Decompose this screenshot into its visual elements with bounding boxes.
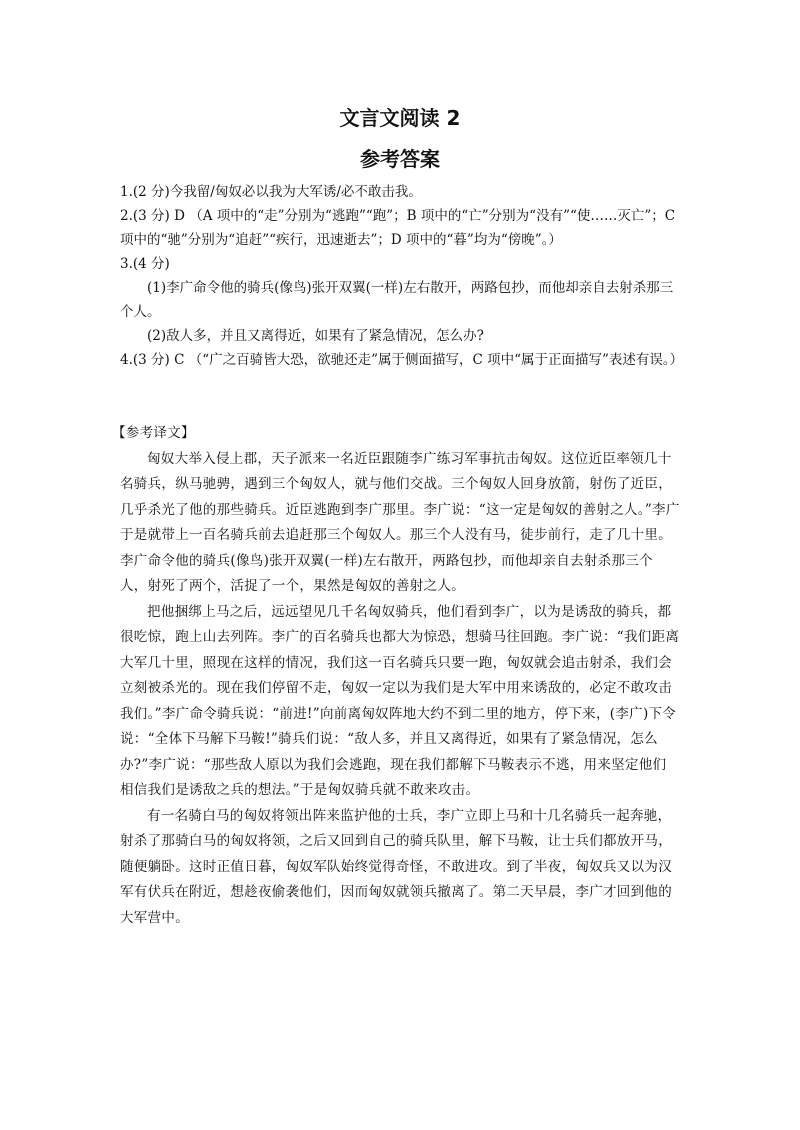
- answer-list: [120, 180, 684, 372]
- translation-paragraph-2: 把他捆绑上马之后，远远望见几千名匈奴骑兵，他们看到李广，以为是诱敌的骑兵，都很吃惊，跑上山去列阵。李广的百名骑兵也都大为惊恐，想骑马往回跑。李广说：“我们距离大军几十里，照现在这样的情况，我们这一百名骑兵只要一跑，匈奴就会追击射杀，我们会立刻被杀光的。现在我们停留不走，匈奴一定以为我们是大军中用来诱敌的，必定不敢攻击我们。”李广命令骑兵说：“前进!”向前离匈奴阵地大约不到二里的地方，停下来，(李广)下令说：“全体下马解下马鞍!”骑兵们说：“敌人多，并且又离得近，如果有了紧急情况，怎么办?”李广说：“那些敌人原以为我们会逃跑，现在我们都解下马鞍表示不逃，用来坚定他们相信我们是诱敌之兵的想法。”于是匈奴骑兵就不敢来攻击。: [120, 603, 680, 798]
- reference-translation: [112, 421, 680, 931]
- page-title: 文言文阅读 2: [339, 106, 461, 130]
- answer-3-header: 3.(4 分): [120, 256, 170, 272]
- answer-key-heading: 参考答案: [360, 147, 440, 171]
- translation-heading: 【参考译文】: [112, 425, 195, 441]
- translation-paragraph-3: 有一名骑白马的匈奴将领出阵来监护他的士兵，李广立即上马和十几名骑兵一起奔驰，射杀了那骑白马的匈奴将领，之后又回到自己的骑兵队里，解下马鞍，让士兵们都放开马，随便躺卧。这时正值日暮，匈奴军队始终觉得奇怪，不敢进攻。到了半夜，匈奴兵又以为汉军有伏兵在附近，想趁夜偷袭他们，因而匈奴就领兵撤离了。第二天早晨，李广才回到他的大军营中。: [120, 807, 672, 926]
- answer-3-part-2: (2)敌人多，并且又离得近，如果有了紧急情况，怎么办?: [147, 328, 484, 344]
- translation-paragraph-1: 匈奴大举入侵上郡，天子派来一名近臣跟随李广练习军事抗击匈奴。这位近臣率领几十名骑兵，纵马驰骋，遇到三个匈奴人，就与他们交战。三个匈奴人回身放箭，射伤了近臣，几乎杀光了他的那些骑兵。近臣逃跑到李广那里。李广说：“这一定是匈奴的善射之人。”李广于是就带上一百名骑兵前去追赶那三个匈奴人。那三个人没有马，徒步前行，走了几十里。李广命令他的骑兵(像鸟)张开双翼(一样)左右散开，两路包抄，而他却亲自去射杀那三个人，射死了两个，活捉了一个，果然是匈奴的善射之人。: [120, 450, 680, 594]
- answer-2: 2.(3 分) D （A 项中的“走”分别为“逃跑”“跑”；B 项中的“亡”分别为“没有”“使……灭亡”；C 项中的“驰”分别为“追赶”“疾行，迅速逝去”；D 项中的“暮”均为“傍晚”。）: [120, 208, 676, 248]
- answer-4: 4.(3 分) C （“广之百骑皆大恐，欲驰还走”属于侧面描写，C 项中“属于正面描写”表述有误。）: [120, 352, 684, 368]
- answer-1: 1.(2 分)今我留/匈奴必以我为大军诱/必不敢击我。: [120, 184, 422, 200]
- answer-3-part-1: (1)李广命令他的骑兵(像鸟)张开双翼(一样)左右散开，两路包抄，而他却亲自去射杀那三个人。: [120, 280, 674, 320]
